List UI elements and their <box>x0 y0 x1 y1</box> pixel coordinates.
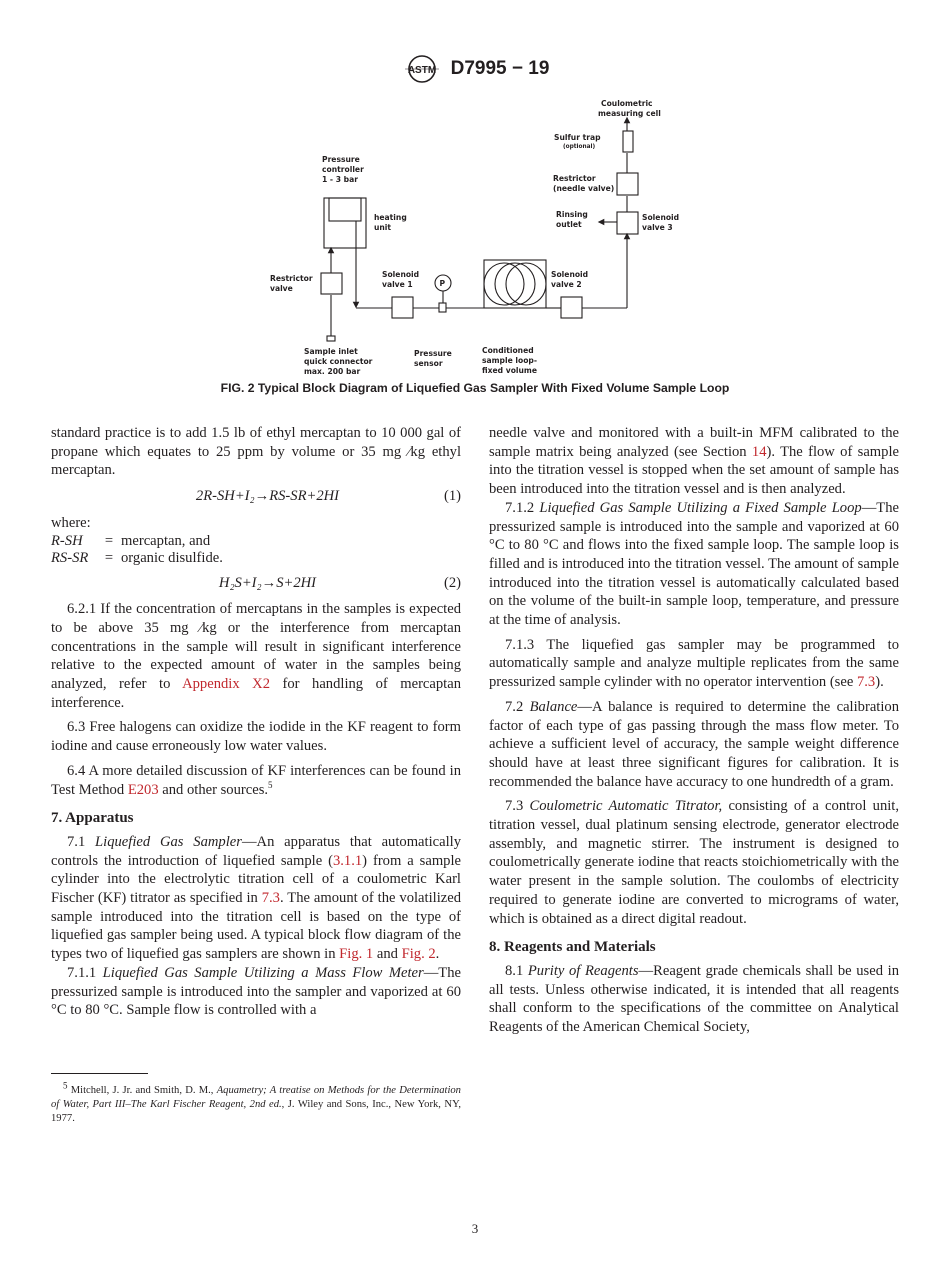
left-column <box>51 424 461 1020</box>
definition-row: R-SH = mercaptan, and <box>51 532 211 549</box>
needle-valve-box <box>617 173 638 195</box>
block-diagram-figure <box>260 95 690 380</box>
solenoid-valve-2-box <box>561 297 582 318</box>
label-pressure-sensor: Pressure <box>414 349 452 358</box>
restrictor-valve-box <box>321 273 342 294</box>
svg-text:controller: controller <box>322 165 364 174</box>
link-appendix-x2[interactable]: Appendix X2 <box>182 676 270 693</box>
label-sample-inlet: Sample inlet <box>304 347 358 356</box>
paragraph-8-1: 8.1 Purity of Reagents—Reagent grade chemicals shall be used in all tests. Unless otherwise indicated, it is intended that all reagents shall conform to the specifications of the committee on Analytical Reagents of the American Chemical Society, <box>489 962 899 1036</box>
link-e203[interactable]: E203 <box>127 781 159 798</box>
footnote-divider <box>51 1073 148 1074</box>
svg-text:P: P <box>439 279 446 288</box>
svg-text:sensor: sensor <box>414 359 443 368</box>
label-heating-unit: heating <box>374 213 407 222</box>
paragraph-7-1-2: 7.1.2 Liquefied Gas Sample Utilizing a Fixed Sample Loop—The pressurized sample is introduced into the sample and vaporized at 60 °C to 80 °C and flows into the fixed sample loop. The sample loop is filled and is introduced into the titration vessel. The amount of sample introduced into the titration vessel is automatically calculated based on the volume of the built-in sample loop, temperature, and pressure at the time of analysis. <box>489 499 899 629</box>
equation-2: H₂S+I₂→S+2HI (2) <box>218 574 461 591</box>
label-pressure-controller: Pressure <box>322 155 360 164</box>
astm-logo-icon <box>401 54 443 84</box>
svg-text:valve 2: valve 2 <box>551 280 582 289</box>
paragraph-6-4: 6.4 A more detailed discussion of KF interferences can be found in Test Method E203 and other sources.$^5$ <box>51 762 461 798</box>
svg-text:max. 200 bar: max. 200 bar <box>304 367 361 376</box>
section-7-heading: 7. Apparatus <box>51 810 134 827</box>
heating-unit-box <box>324 198 366 248</box>
sample-loop-box <box>484 260 546 308</box>
link-section-14[interactable]: 14 <box>751 443 767 460</box>
svg-text:outlet: outlet <box>556 220 582 229</box>
section-8-heading: 8. Reagents and Materials <box>489 939 656 956</box>
solenoid-valve-1-box <box>392 297 413 318</box>
definitions-table <box>51 533 223 567</box>
svg-text:(needle valve): (needle valve) <box>553 184 615 193</box>
paragraph-7-1: 7.1 Liquefied Gas Sampler—An apparatus that automatically controls the introduction of liquefied sample (3.1.1) from a sample cylinder into the electrolytic titration cell of a coulometric Karl Fischer (KF) titrator as specified in 7.3. The amount of the volatilized sample introduced into the titration cell is based on the type of liquefied gas sampler being used. A typical block flow diagram of the types two of liquefied gas samplers are shown in Fig. 1 and Fig. 2. <box>51 833 461 963</box>
label-measuring-cell: Coulometric <box>601 99 653 108</box>
definition-row: RS-SR = organic disulfide. <box>51 549 223 566</box>
paragraph-7-1-1: 7.1.1 Liquefied Gas Sample Utilizing a Mass Flow Meter—The pressurized sample is introduced into the sampler and vaporized at 60 °C to 80 °C. Sample flow is controlled with a <box>51 964 461 1019</box>
svg-text:fixed volume: fixed volume <box>482 366 537 375</box>
link-7-3[interactable]: 7.3 <box>856 674 876 691</box>
label-solenoid-valve-2: Solenoid <box>551 270 589 279</box>
label-sample-loop: Conditioned <box>482 346 534 355</box>
sample-inlet-connector <box>327 336 335 341</box>
label-solenoid-valve-3: Solenoid <box>642 213 680 222</box>
svg-text:(optional): (optional) <box>563 144 596 150</box>
paragraph-7-3: 7.3 Coulometric Automatic Titrator, consisting of a control unit, titration vessel, dual platinum sensing electrode, generator electrode assembly, and magnetic stirrer. The instrument is designed to coulometrically generate iodine that reacts stoichiometrically with the water present in the sample solution. The coulombs of electricity required to generate iodine are converted to micrograms of water, which is obtained as a direct digital readout. <box>489 798 900 927</box>
paragraph-7-1-1-continued: needle valve and monitored with a built-in MFM calibrated to the sample matrix being analyzed (see Section 14). The flow of sample into the titration vessel is stopped when the set amount of sample has been introduced into the titration vessel and is then analyzed. <box>489 425 899 498</box>
svg-text:measuring cell: measuring cell <box>598 109 661 118</box>
paragraph-6-2-1: 6.2.1 If the concentration of mercaptans in the samples is expected to be above 35 mg ⁄kg or the interference from mercaptan concentrations in the sample will result in significant interference relative to the expected amount of water in the samples being analyzed, refer to Appendix X2 for handling of mercaptan interference. <box>51 601 462 711</box>
footnote-5: $^5$ Mitchell, J. Jr. and Smith, D. M., Aquametry; A treatise on Methods for the Determination of Water, Part III–The Karl Fischer Reagent, 2nd ed., J. Wiley and Sons, Inc., New York, NY, 1977. <box>51 1080 461 1124</box>
paragraph-6-3: 6.3 Free halogens can oxidize the iodide in the KF reagent to form iodine and cause erroneously low water values. <box>51 719 461 755</box>
svg-text:valve: valve <box>270 284 293 293</box>
document-designation: D7995 − 19 <box>450 58 550 79</box>
link-fig-1[interactable]: Fig. 1 <box>339 946 374 963</box>
where-label: where: <box>51 514 91 531</box>
paragraph-7-1-3: 7.1.3 The liquefied gas sampler may be programmed to automatically sample and analyze multiple replicates from the same pressurized sample cylinder with no operator intervention (see 7.3). <box>489 636 899 691</box>
page-header <box>0 54 950 84</box>
pressure-controller-box <box>329 198 361 221</box>
svg-text:sample loop-: sample loop- <box>482 356 538 365</box>
solenoid-valve-3-box <box>617 212 638 234</box>
footnote-ref-5[interactable]: 5 <box>268 779 273 790</box>
label-sulfur-trap: Sulfur trap <box>554 133 601 142</box>
svg-text:valve 1: valve 1 <box>382 280 413 289</box>
svg-text:unit: unit <box>374 223 392 232</box>
sulfur-trap-box <box>623 131 633 152</box>
paragraph-intro: standard practice is to add 1.5 lb of ethyl mercaptan to 10 000 gal of propane which equates to 25 ppm by volume or 35 mg ⁄kg ethyl mercaptan. <box>51 425 461 479</box>
link-3-1-1[interactable]: 3.1.1 <box>332 852 363 869</box>
svg-text:quick connector: quick connector <box>304 357 373 366</box>
equation-1: 2R-SH+I₂→RS-SR+2HI (1) <box>195 488 461 505</box>
label-needle-valve: Restrictor <box>553 174 596 183</box>
link-7-3[interactable]: 7.3 <box>261 890 280 907</box>
svg-text:ASTM: ASTM <box>407 65 436 76</box>
label-solenoid-valve-1: Solenoid <box>382 270 420 279</box>
right-column <box>489 424 899 1037</box>
label-rinsing-outlet: Rinsing <box>556 210 588 219</box>
svg-text:1 - 3 bar: 1 - 3 bar <box>322 175 358 184</box>
svg-text:valve 3: valve 3 <box>642 223 673 232</box>
pressure-sensor-box <box>439 303 446 312</box>
paragraph-7-2: 7.2 Balance—A balance is required to determine the calibration factor of each type of gas passing through the mass flow meter. To achieve a sufficient level of accuracy, the sample weight difference should have at least three significant figures for calibration. It is recommended the balance have accuracy to one hundredth of a gram. <box>489 698 899 790</box>
link-fig-2[interactable]: Fig. 2 <box>401 946 436 963</box>
page-number: 3 <box>471 1221 479 1236</box>
figure-caption: FIG. 2 Typical Block Diagram of Liquefied Gas Sampler With Fixed Volume Sample Loop <box>220 381 730 395</box>
label-restrictor-valve: Restrictor <box>270 274 313 283</box>
